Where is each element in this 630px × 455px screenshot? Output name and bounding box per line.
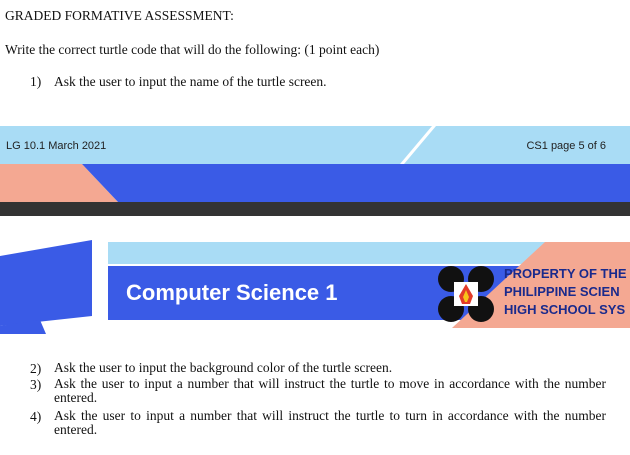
property-line: PHILIPPINE SCIEN bbox=[504, 284, 620, 299]
question-text: Ask the user to input a number that will instruct the turtle to move in accordance with the number entered. bbox=[54, 376, 606, 405]
assessment-instruction: Write the correct turtle code that will do the following: (1 point each) bbox=[5, 42, 380, 57]
question-number: 2) bbox=[30, 361, 42, 376]
page-gap-bar bbox=[0, 202, 630, 216]
question-number: 4) bbox=[30, 409, 42, 424]
footer-band bbox=[0, 126, 630, 202]
footer-left-label: LG 10.1 March 2021 bbox=[6, 140, 107, 152]
question-text: Ask the user to input the background color of the turtle screen. bbox=[54, 360, 393, 375]
assessment-heading: GRADED FORMATIVE ASSESSMENT: bbox=[5, 8, 234, 23]
course-title: Computer Science 1 bbox=[126, 280, 338, 305]
question-text: Ask the user to input the name of the turtle screen. bbox=[54, 74, 327, 89]
footer-page-label: CS1 page 5 of 6 bbox=[526, 140, 606, 152]
property-line: HIGH SCHOOL SYS bbox=[504, 302, 626, 317]
pshs-logo-icon bbox=[437, 265, 495, 323]
property-line: PROPERTY OF THE bbox=[504, 266, 627, 281]
question-number: 3) bbox=[30, 377, 42, 392]
question-number: 1) bbox=[30, 74, 42, 89]
question-text: Ask the user to input a number that will instruct the turtle to turn in accordance with the number entered. bbox=[54, 408, 606, 437]
